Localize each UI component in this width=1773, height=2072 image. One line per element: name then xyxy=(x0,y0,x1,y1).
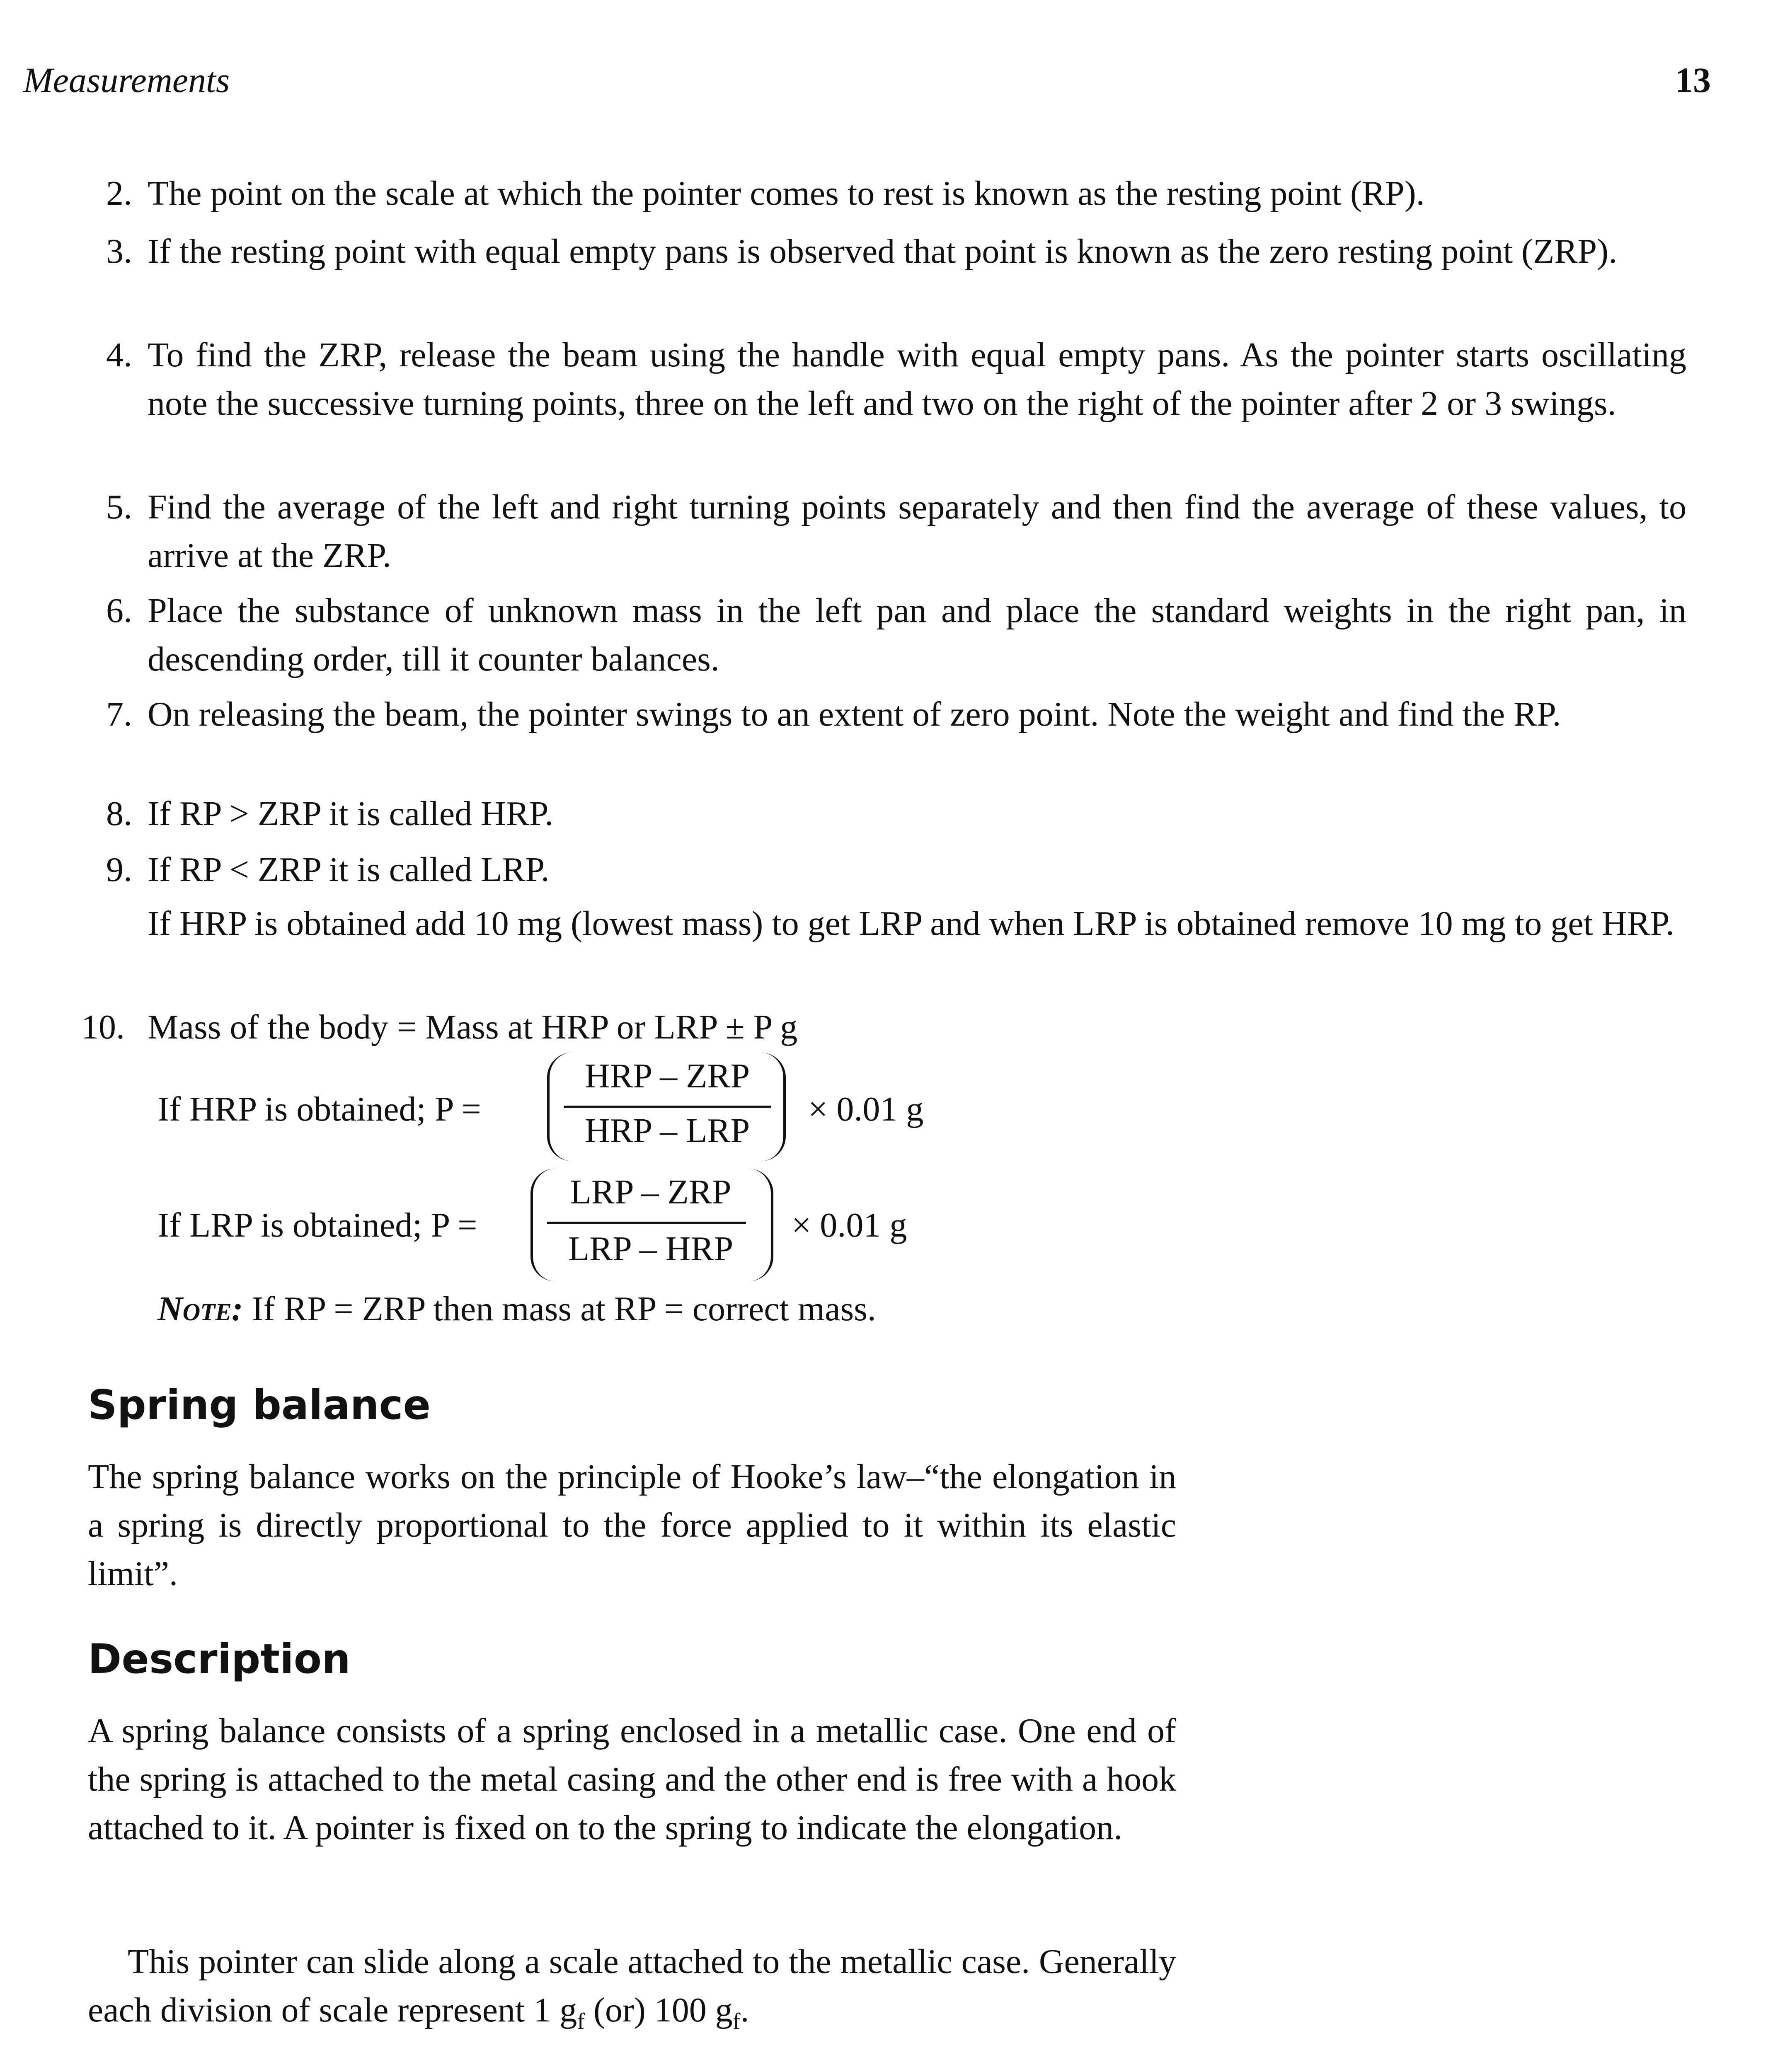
paragraph-text: . xyxy=(740,1991,749,2029)
list-item-number: 9. xyxy=(106,850,132,889)
list-item-number: 5. xyxy=(106,488,132,526)
list-item-text: Find the average of the left and right turning points separately and then find the average of these values, to arrive at the ZRP. xyxy=(148,488,1686,575)
list-item xyxy=(106,483,1686,580)
list-item-text: If RP < ZRP it is called LRP. xyxy=(148,850,550,889)
list-item-text: On releasing the beam, the pointer swings to an extent of zero point. Note the weight and find the RP. xyxy=(148,695,1561,733)
list-item xyxy=(106,690,1686,738)
fraction-denominator: HRP – LRP xyxy=(584,1111,750,1150)
right-parenthesis xyxy=(746,1169,773,1281)
list-item xyxy=(106,845,1686,894)
section-heading-description: Description xyxy=(88,1636,351,1683)
subscript-f: f xyxy=(577,2008,585,2034)
list-item-text: If the resting point with equal empty pans is observed that point is known as the zero resting point (ZRP). xyxy=(148,232,1618,271)
formula-lead: If LRP is obtained; P = xyxy=(157,1206,477,1244)
list-item xyxy=(106,169,1686,218)
paragraph-spring-balance: The spring balance works on the principle of Hooke’s law–“the elongation in a spring is directly proportional to the force applied to it within its elastic limit”. xyxy=(88,1457,1176,1593)
fraction-denominator: LRP – HRP xyxy=(568,1230,734,1268)
paragraph-text: (or) 100 g xyxy=(584,1991,733,2029)
subscript-f: f xyxy=(732,2008,741,2034)
list-item xyxy=(106,586,1686,683)
right-parenthesis xyxy=(758,1053,786,1161)
list-item-text: Mass of the body = Mass at HRP or LRP ± P g xyxy=(148,1008,798,1046)
note xyxy=(157,1285,876,1333)
formula-lead: If HRP is obtained; P = xyxy=(157,1090,481,1128)
fraction-bar xyxy=(547,1222,746,1224)
formula-multiplier: × 0.01 g xyxy=(808,1090,924,1128)
list-item-number: 3. xyxy=(106,232,132,271)
list-item-number: 2. xyxy=(106,174,132,213)
fraction-bar xyxy=(564,1106,771,1108)
list-item-number: 7. xyxy=(106,695,132,733)
fraction-numerator: HRP – ZRP xyxy=(584,1057,750,1095)
list-item-text: If RP > ZRP it is called HRP. xyxy=(148,794,554,833)
list-item-number: 8. xyxy=(106,794,132,833)
section-heading-spring-balance: Spring balance xyxy=(88,1382,431,1429)
list-item xyxy=(106,331,1686,428)
step-9-continuation: If HRP is obtained add 10 mg (lowest mass) to get LRP and when LRP is obtained remove 10 mg to get HRP. xyxy=(148,904,1674,943)
note-text: If RP = ZRP then mass at RP = correct mass. xyxy=(243,1290,876,1328)
list-item-text: The point on the scale at which the pointer comes to rest is known as the resting point (RP). xyxy=(148,174,1425,213)
fraction-numerator: LRP – ZRP xyxy=(570,1173,731,1211)
list-item-number: 10. xyxy=(81,1008,125,1046)
formula-multiplier: × 0.01 g xyxy=(792,1206,907,1244)
list-item xyxy=(81,1003,1686,1051)
paragraph-description-2 xyxy=(88,1937,1176,2034)
list-item xyxy=(106,227,1686,276)
list-item-text: Place the substance of unknown mass in the left pan and place the standard weights in the right pan, in descending order, till it counter balances. xyxy=(148,591,1686,678)
list-item-number: 6. xyxy=(106,591,132,630)
page-number: 13 xyxy=(1675,60,1711,100)
note-label: Note: xyxy=(157,1290,243,1328)
list-item-text: To find the ZRP, release the beam using the handle with equal empty pans. As the pointer starts oscillating note the successive turning points, three on the left and two on the right of the pointer after 2 or 3 swings. xyxy=(148,336,1686,423)
list-item-number: 4. xyxy=(106,336,132,374)
paragraph-description-1: A spring balance consists of a spring enclosed in a metallic case. One end of the spring is attached to the metal casing and the other end is free with a hook attached to it. A pointer is fixed on to the spring to indicate the elongation. xyxy=(88,1711,1176,1847)
list-item xyxy=(106,789,1686,838)
running-head-title: Measurements xyxy=(23,60,230,100)
paragraph-text: This pointer can slide along a scale attached to the metallic case. Generally each division of scale represent 1 g xyxy=(88,1942,1176,2029)
